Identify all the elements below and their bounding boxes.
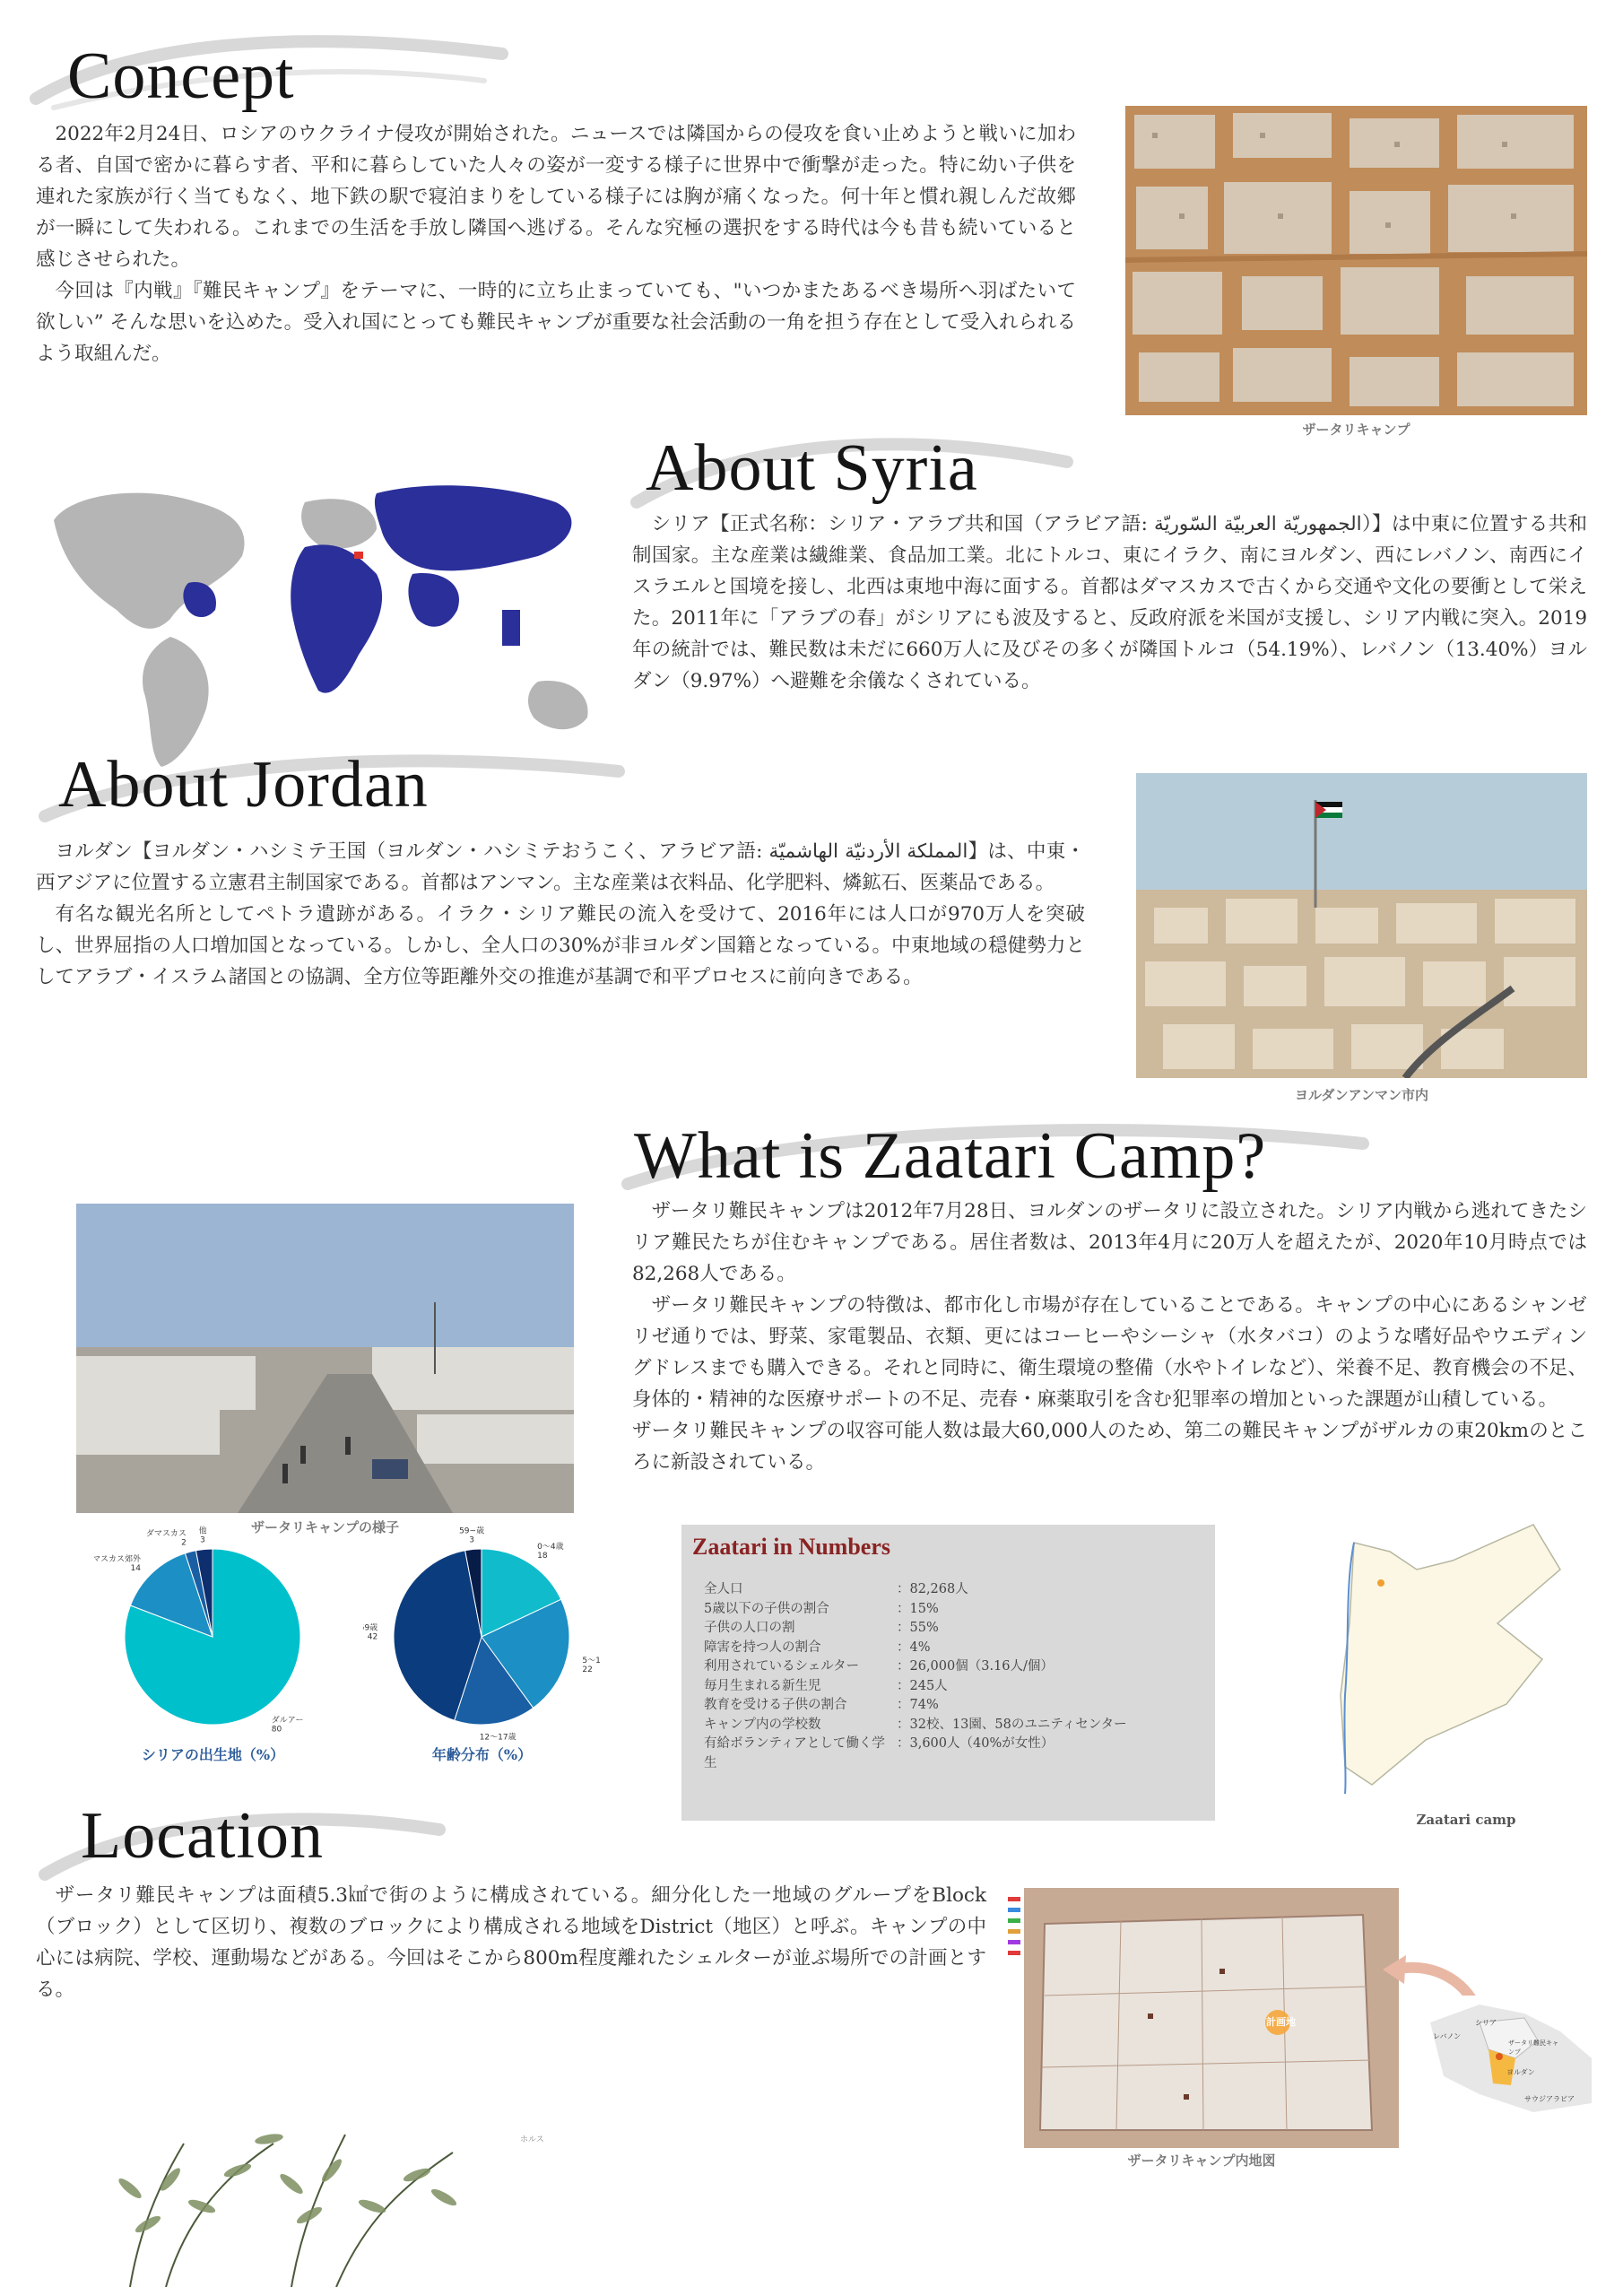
small-note: ホルス [520,2135,544,2144]
numbers-row-value: ：32校、13園、58のユニティセンター [897,1717,1127,1732]
numbers-row-value: ：3,600人（40%が女性） [897,1736,1055,1751]
pie-slice-label: 12～17歳 [479,1733,516,1740]
numbers-row-value: ：26,000個（3.16人/個） [897,1659,1054,1674]
pie-slice-label: ダルアー 80 [271,1716,304,1735]
numbers-list [704,1580,1206,1773]
numbers-row [704,1735,1206,1773]
age-pie-chart [363,1525,601,1767]
zaatari-map-caption: Zaatari camp [1416,1812,1516,1828]
zaatari-paragraph-2: ザータリ難民キャンプの特徴は、都市化し市場が存在していることである。キャンプの中心にあるシャンゼリゼ通りでは、野菜、家電製品、衣類、更にはコーヒーやシーシャ（水タバコ）のような嗜好品やウエディングドレスまでも購入できる。それと同時に、衛生環境の整備（水やトイレなど）、栄養不足、教育機会の不足、身体的・精神的な医療サポートの不足、売春・麻薬取引を含む犯罪率の増加といった課題が山積している。 [632,1294,1587,1411]
planning-site-label: 計画地 [1266,2016,1296,2028]
numbers-row-value: ：245人 [897,1678,948,1693]
pie-slice-label: ダマスカス 2 [145,1529,187,1548]
zaatari-street-photo [76,1204,574,1513]
numbers-title: Zaatari in Numbers [692,1534,890,1560]
numbers-row [704,1619,1206,1639]
numbers-row [704,1600,1206,1620]
syria-heading: About Syria [646,431,978,505]
inset-label-zaatari: ザータリ難民キャンプ [1508,2039,1558,2056]
pie-slice-label: 5～1 22 [582,1656,601,1674]
jordan-paragraph-2: 有名な観光名所としてペトラ遺跡がある。イラク・シリア難民の流入を受けて、2016年には人口が970万人を突破し、世界屈指の人口増加国となっている。しかし、全人口の30%が非ヨルダン国籍となっている。中東地域の穏健勢力としてアラブ・イスラム諸国との協調、全方位等距離外交の推進が基調で和平プロセスに前向きである。 [36,903,1085,988]
numbers-row-key: 毎月生まれる新生児 [704,1678,821,1693]
amman-city-photo [1136,773,1587,1078]
numbers-row-key: 子供の人口の割 [704,1621,795,1635]
zaatari-paragraph-3: ザータリ難民キャンプの収容可能人数は最大60,000人のため、第二の難民キャンプがザルカの東20kmのところに新設されている。 [632,1420,1587,1474]
camp-aerial-photo [1125,106,1587,415]
numbers-row-value: ：74% [897,1698,939,1712]
pie-slice-label: 59~歳 3 [459,1526,485,1545]
pie-slice-label: 0～4歳 18 [537,1543,564,1561]
olive-branch-illustration [76,2090,489,2287]
concept-paragraph-1: 2022年2月24日、ロシアのウクライナ侵攻が開始された。ニュースでは隣国からの侵攻を食い止めようと戦いに加わる者、自国で密かに暮らす者、平和に暮らしていた人々の姿が一変する様子に世界中で衝撃が走った。特に幼い子供を連れた家族が行く当てもなく、地下鉄の駅で寝泊まりをしている様子には胸が痛くなった。何十年と慣れ親しんだ故郷が一瞬にして失われる。これまでの生活を手放し隣国へ逃げる。そんな究極の選択をする時代は今も昔も続いていると感じさせられた。 [36,123,1076,271]
world-map [36,466,610,776]
birthplace-pie-title: シリアの出生地（%） [141,1746,285,1763]
camp-internal-map [1004,1888,1399,2148]
location-text [36,1880,986,2005]
pie-slice-label: 他 3 [198,1526,207,1545]
numbers-row-value: ：55% [897,1621,939,1635]
zaatari-heading: What is Zaatari Camp? [634,1119,1267,1193]
age-pie-svg [363,1525,601,1740]
numbers-row-value: ：4% [897,1639,931,1655]
numbers-row-key: 利用されているシェルター [704,1659,860,1674]
numbers-row-key: 5歳以下の子供の割合 [704,1601,829,1616]
concept-paragraph-2: 今回は『内戦』『難民キャンプ』をテーマに、一時的に立ち止まっていても、"いつかまたあるべき場所へ羽ばたいて欲しい” そんな思いを込めた。受入れ国にとっても難民キャンプが重要な社会活動の一角を担う存在として受入れられるよう取組んだ。 [36,280,1076,365]
pie-slice-label: マスカス郊外 14 [94,1555,141,1574]
region-inset-map [1426,1996,1596,2121]
numbers-row-key: 障害を持つ人の割合 [704,1639,821,1655]
inset-label-jordan: ヨルダン [1506,2068,1535,2076]
numbers-row [704,1657,1206,1677]
location-heading: Location [81,1799,325,1873]
camp-aerial-caption: ザータリキャンプ [1302,422,1410,438]
numbers-row-value: ：15% [897,1601,939,1616]
numbers-row-key: 全人口 [704,1582,743,1596]
zaatari-text [632,1196,1587,1478]
zaatari-numbers-box [681,1525,1215,1821]
inset-label-lebanon: レバノン [1433,2032,1462,2040]
inset-label-syria: シリア [1475,2019,1497,2027]
numbers-row [704,1716,1206,1735]
numbers-row [704,1580,1206,1600]
pie-slice-label: 9歳 42 [364,1623,378,1642]
numbers-row [704,1677,1206,1697]
concept-text [36,118,1076,370]
camp-internal-map-caption: ザータリキャンプ内地図 [1127,2152,1276,2169]
birthplace-pie-chart [94,1525,332,1767]
numbers-row [704,1696,1206,1716]
birthplace-pie-svg [94,1525,332,1740]
amman-city-caption: ヨルダンアンマン市内 [1295,1087,1428,1103]
syria-paragraph-1: シリア【正式名称：シリア・アラブ共和国（アラビア語: الجمهوريّة العربيّة السّوريّة）】は中東に位置する共和制国家。主な産業は繊維業、食品加工業。北にトルコ、東にイラク、南にヨルダン、西にレバノン、南西にイスラエルと国境を接し、北西は東地中海に面する。首都はダマスカスで古くから交通や文化の要衝として栄えた。2011年に「アラブの春」がシリアにも波及すると、反政府派を米国が支援し、シリア内戦に突入。2019年の統計では、難民数は未だに660万人に及びその多くが隣国トルコ（54.19%）、レバノン（13.40%）ヨルダン（9.97%）へ避難を余儀なくされている。 [632,513,1587,692]
numbers-row-key: 教育を受ける子供の割合 [704,1698,847,1712]
location-paragraph-1: ザータリ難民キャンプは面積5.3㎢で街のように構成されている。細分化した一地域のグループをBlock（ブロック）として区切り、複数のブロックにより構成される地域をDistrict（地区）と呼ぶ。キャンプの中心には病院、学校、運動場などがある。今回はそこから800m程度離れたシェルターが並ぶ場所での計画とする。 [36,1884,986,2001]
numbers-row-key: キャンプ内の学校数 [704,1717,821,1732]
zaatari-paragraph-1: ザータリ難民キャンプは2012年7月28日、ヨルダンのザータリに設立された。シリア内戦から逃れてきたシリア難民たちが住むキャンプである。居住者数は、2013年4月に20万人を超えたが、2020年10月時点では82,268人である。 [632,1200,1587,1285]
numbers-row-key: 有給ボランティアとして働く学生 [704,1736,885,1770]
concept-heading: Concept [67,39,295,113]
jordan-outline-map [1291,1516,1596,1803]
jordan-text [36,836,1085,993]
jordan-heading: About Jordan [58,748,429,822]
numbers-row [704,1639,1206,1658]
numbers-row-value: ：82,268人 [897,1582,968,1596]
zaatari-street-caption: ザータリキャンプの様子 [250,1519,399,1535]
syria-text [632,509,1587,697]
age-pie-title: 年齢分布（%） [431,1746,533,1763]
jordan-paragraph-1: ヨルダン【ヨルダン・ハシミテ王国（ヨルダン・ハシミテおうこく、アラビア語: المملكة الأردنيّة الهاشميّة】は、中東・西アジアに位置する立憲君主制国家である。首都はアンマン。主な産業は衣料品、化学肥料、燐鉱石、医薬品である。 [36,840,1085,894]
inset-label-saudi: サウジアラビア [1524,2095,1575,2103]
